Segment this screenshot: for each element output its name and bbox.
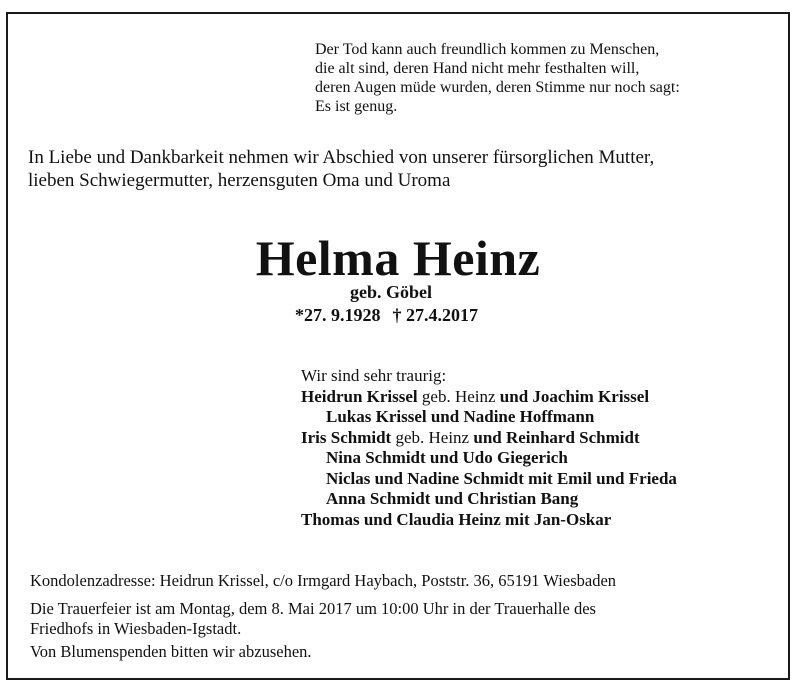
mourner-name: Iris Schmidt [301,427,392,447]
poem-line: die alt sind, deren Hand nicht mehr festhalten will, [315,60,640,77]
mourner-line: Lukas Krissel und Nadine Hoffmann [326,407,595,426]
poem-line: Es ist genug. [315,98,398,115]
poem-quote [315,40,680,116]
mourner-name: Heidrun Krissel [301,386,418,406]
mourner-note: geb. Heinz [391,427,474,447]
mourner-name: und Joachim Krissel [499,386,650,406]
funeral-info [30,599,596,638]
mourner-line: Anna Schmidt und Christian Bang [326,489,579,508]
mourner-line: Nina Schmidt und Udo Giegerich [326,448,568,467]
mourner-note: geb. Heinz [417,386,500,406]
mourner-line [301,428,677,449]
condolence-address: Kondolenzadresse: Heidrun Krissel, c/o Irmgard Haybach, Poststr. 36, 65191 Wiesbaden [30,571,617,590]
mourner-line: Thomas und Claudia Heinz mit Jan-Oskar [301,509,612,529]
maiden-name: geb. Göbel [350,282,433,302]
birth-date: *27. 9.1928 [295,305,381,325]
life-dates [295,305,478,326]
mourners-list [301,366,677,530]
deceased-name: Helma Heinz [255,230,541,286]
funeral-info-line: Die Trauerfeier ist am Montag, dem 8. Mai 2017 um 10:00 Uhr in der Trauerhalle des [30,599,596,618]
flowers-note: Von Blumenspenden bitten wir abzusehen. [30,642,312,661]
poem-line: deren Augen müde wurden, deren Stimme nur noch sagt: [315,79,680,96]
funeral-info-line: Friedhofs in Wiesbaden-Igstadt. [30,618,242,638]
mourners-heading: Wir sind sehr traurig: [301,366,447,385]
intro-text [28,146,654,192]
obituary-notice [6,12,790,680]
poem-line: Der Tod kann auch freundlich kommen zu Menschen, [315,41,660,58]
intro-line: In Liebe und Dankbarkeit nehmen wir Abschied von unserer fürsorglichen Mutter, [28,147,655,168]
intro-line: lieben Schwiegermutter, herzensguten Oma und Uroma [28,170,451,191]
mourner-name: und Reinhard Schmidt [473,427,640,447]
mourner-line: Niclas und Nadine Schmidt mit Emil und Frieda [326,468,677,488]
mourner-line [301,387,677,408]
death-date: † 27.4.2017 [392,305,478,325]
